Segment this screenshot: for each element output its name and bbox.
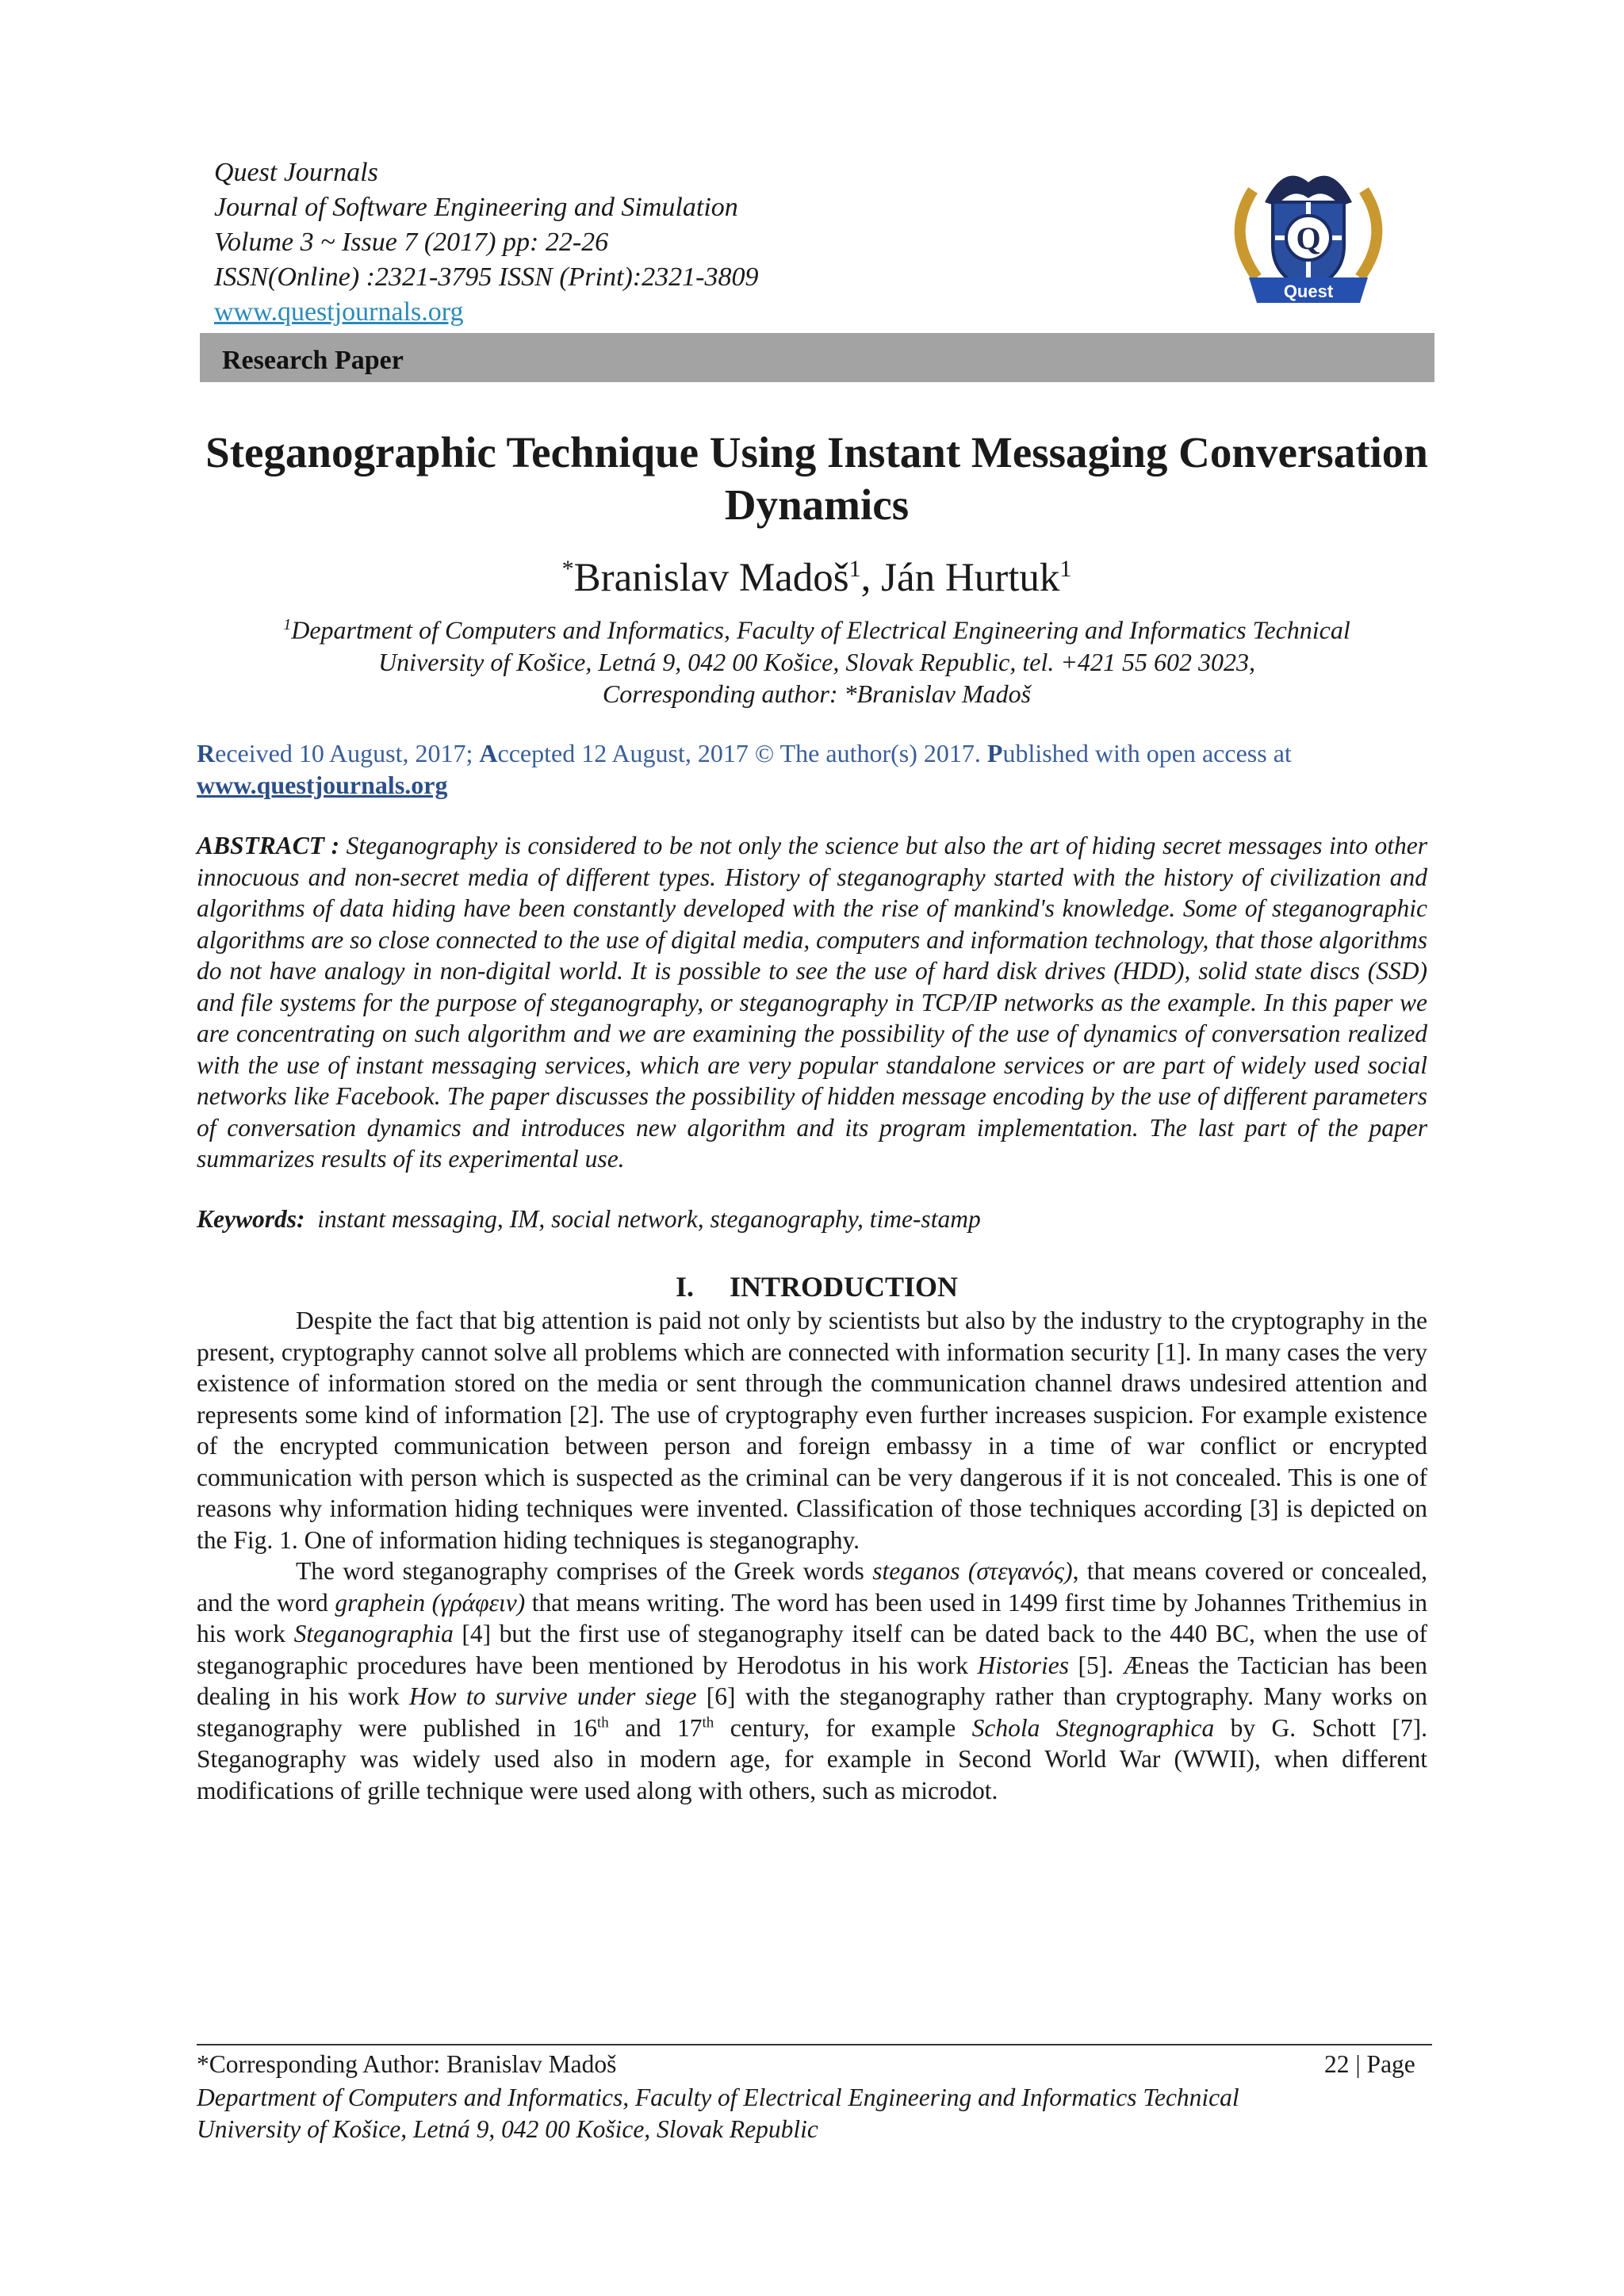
journal-info — [214, 155, 759, 330]
footer-corresponding-author: *Corresponding Author: Branislav Madoš — [197, 2050, 617, 2078]
journal-volume: Volume 3 ~ Issue 7 (2017) pp: 22-26 — [214, 228, 609, 257]
intro-paragraph-1: Despite the fact that big attention is paid not only by scientists but also by the industry to the cryptography in the present, cryptography cannot solve all problems which are connected with information security [1]. In many cases the very existence of information stored on the media or sent through the communication channel draws undesired attention and represents some kind of information [2]. The use of cryptography even further increases suspicion. For example existence of the encrypted communication between person and foreign embassy in a time of war conflict or encrypted communication with person which is suspected as the criminal can be very dangerous if it is not concealed. This is one of reasons why information hiding techniques were invented. Classification of those techniques according [3] is depicted on the Fig. 1. One of information hiding techniques is steganography. — [197, 1307, 1427, 1554]
footer-page-number: 22 | Page — [1324, 2050, 1415, 2078]
intro-paragraph-2: The word steganography comprises of the Greek words steganos (στεγανός), that means covered or concealed, and the word graphein (γράφειν) that means writing. The word has been used in 1499 first time by Johannes Trithemius in his work Steganographia [4] but the first use of steganography itself can be dated back to the 440 BC, when the use of steganographic procedures have been mentioned by Herodotus in his work Histories [5]. Æneas the Tactician has been dealing in his work How to survive under siege [6] with the steganography rather than cryptography. Many works on steganography were published in 16th and 17th century, for example Schola Stegnographica by G. Schott [7]. Steganography was widely used also in modern age, for example in Second World War (WWII), when different modifications of grille technique were used along with others, such as microdot. — [197, 1557, 1428, 1804]
abstract-text: Steganography is considered to be not only the science but also the art of hiding secret messages into other innocuous and non-secret media of different types. History of steganography started with the history of civilization and algorithms of data hiding have been constantly developed with the rise of mankind's knowledge. Some of steganographic algorithms are so close connected to the use of digital media, computers and information technology, that those algorithms do not have analogy in non-digital world. It is possible to see the use of hard disk drives (HDD), solid state discs (SSD) and file systems for the purpose of steganography, or steganography in TCP/IP networks as the example. In this paper we are concentrating on such algorithm and we are examining the possibility of the use of dynamics of conversation realized with the use of instant messaging services, which are very popular standalone services or are part of widely used social networks like Facebook. The paper discusses the possibility of hidden message encoding by the use of different parameters of conversation dynamics and introduces new algorithm and its program implementation. The last part of the paper summarizes results of its experimental use. — [197, 832, 1427, 1173]
paper-type-label: Research Paper — [222, 346, 404, 375]
journal-website-link[interactable]: www.questjournals.org — [214, 297, 464, 327]
keywords — [197, 1205, 1427, 1234]
footer-rule — [197, 2044, 1432, 2045]
keywords-label: Keywords: — [197, 1205, 305, 1233]
svg-text:Quest: Quest — [1283, 281, 1334, 301]
abstract — [197, 830, 1427, 1175]
section-heading: I. INTRODUCTION — [675, 1271, 959, 1303]
keywords-text: instant messaging, IM, social network, steganography, time-stamp — [317, 1205, 981, 1233]
received-website-link[interactable]: www.questjournals.org — [197, 771, 448, 799]
paper-type-bar — [200, 333, 1434, 382]
journal-publisher: Quest Journals — [214, 158, 378, 187]
author-1: Branislav Madoš — [573, 556, 849, 600]
received-info: Received 10 August, 2017; Accepted 12 August, 2017 © The author(s) 2017. Published with open access at www.questjournals.org — [197, 739, 1292, 799]
footer-affiliation: Department of Computers and Informatics, Faculty of Electrical Engineering and Informatics Technical University of Košice, Letná 9, 042 00 Košice, Slovak Republic — [197, 2084, 1239, 2143]
affiliation: $^1$Department of Computers and Informatics, Faculty of Electrical Engineering and Informatics Technical University of Košice, Letná 9, 042 00 Košice, Slovak Republic, tel. +421 55 602 3023, Corresponding author: *Branislav Madoš — [283, 615, 1350, 708]
journal-issn: ISSN(Online) :2321-3795 ISSN (Print):2321-3809 — [214, 262, 759, 292]
quest-logo — [1221, 159, 1396, 309]
authors: *Branislav Madoš$^1$, Ján Hurtuk$^1$ — [561, 556, 1072, 600]
journal-name: Journal of Software Engineering and Simulation — [214, 193, 738, 222]
abstract-label: ABSTRACT : — [197, 832, 340, 859]
introduction-body — [197, 1305, 1427, 1806]
svg-text:Q: Q — [1296, 220, 1321, 256]
paper-title: Steganographic Technique Using Instant Messaging Conversation Dynamics — [205, 428, 1428, 529]
author-2: Ján Hurtuk — [881, 556, 1060, 600]
